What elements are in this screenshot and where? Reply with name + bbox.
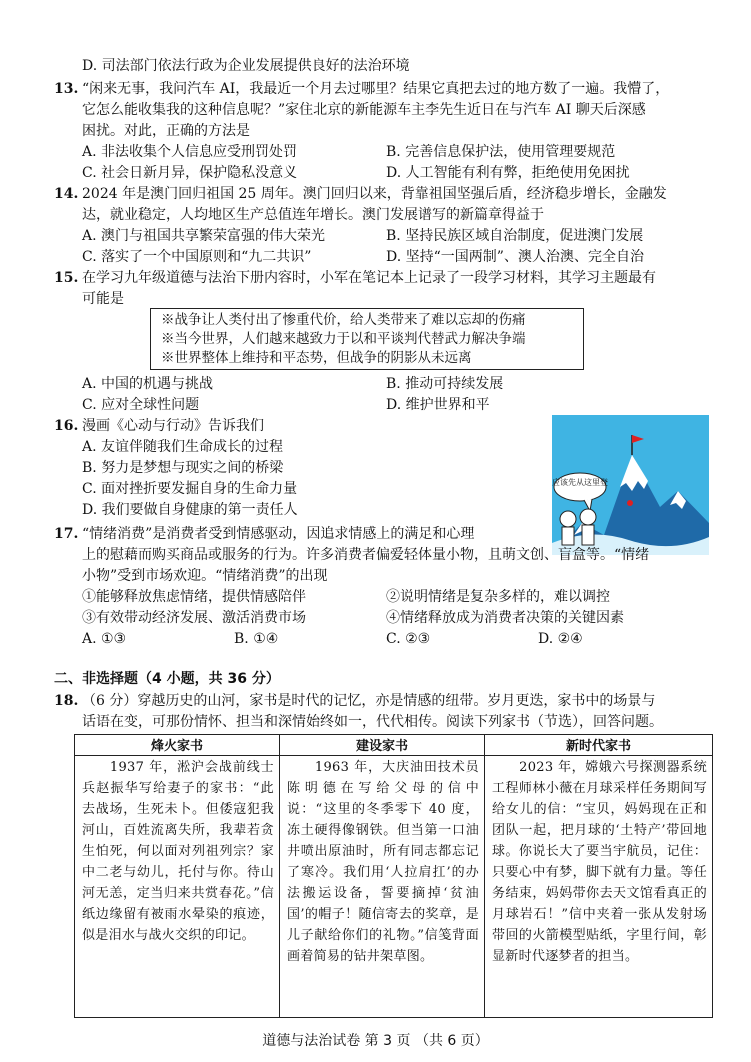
q18-stem-line-1: （6 分）穿越历史的山河，家书是时代的记忆，亦是情感的纽带。岁月更迭，家书中的场景与 xyxy=(82,693,656,709)
letter-body-construction: 1963 年，大庆油田技术员陈明德在写给父母的信中说：“这里的冬季零下 40 度，冻土硬得像钢铁。但当第一口油井喷出原油时，所有同志都忘记了寒冷。我们用‘人拉肩扛’的办法搬运设备，誓要摘掉‘贫油国’的帽子！随信寄去的奖章，是儿子献给你们的礼物。”信笺背面画着简易的钻井架草图。 xyxy=(280,756,485,1018)
q17-stem-line-3: 小物”受到市场欢迎。“情绪消费”的出现 xyxy=(82,568,328,584)
q13-stem-line-1: “闲来无事，我问汽车 AI，我最近一个月去过哪里？结果它真把去过的地方数了一遍。我懵了， xyxy=(82,81,670,97)
q14-stem-line-2: 达，就业稳定，人均地区生产总值连年增长。澳门发展谱写的新篇章得益于 xyxy=(82,207,544,223)
comic-bubble-text: 应该先从这里登 xyxy=(552,478,608,487)
q16-option-d: D. 我们要做自身健康的第一责任人 xyxy=(82,502,298,518)
q13-number: 13. xyxy=(54,81,79,97)
q16-stem: 漫画《心动与行动》告诉我们 xyxy=(82,418,264,434)
q17-item-1: ①能够释放焦虑情绪，提供情感陪伴 xyxy=(82,589,306,605)
mountain-comic-icon xyxy=(552,415,709,555)
q13-stem-line-2: 它怎么能收集我的这种信息呢？”家住北京的新能源车主李先生近日在与汽车 AI 聊天后深感 xyxy=(82,102,646,118)
q17-item-3: ③有效带动经济发展、激活消费市场 xyxy=(82,610,306,626)
q17-option-d: D. ②④ xyxy=(538,631,583,647)
q17-item-4: ④情绪释放成为消费者决策的关键因素 xyxy=(386,610,624,626)
page-footer: 道德与法治试卷 第 3 页 （共 6 页） xyxy=(262,1033,489,1049)
q13-option-c: C. 社会日新月异，保护隐私没意义 xyxy=(82,165,298,181)
q18-number: 18. xyxy=(54,693,79,709)
q16-number: 16. xyxy=(54,418,79,434)
q14-option-c: C. 落实了一个中国原则和“九二共识” xyxy=(82,249,312,265)
q17-option-c: C. ②③ xyxy=(386,631,431,647)
q15-stem-line-2: 可能是 xyxy=(82,291,124,307)
q15-option-b: B. 推动可持续发展 xyxy=(386,376,504,392)
q14-option-b: B. 坚持民族区域自治制度，促进澳门发展 xyxy=(386,228,644,244)
q15-material-line-1: ※战争让人类付出了惨重代价，给人类带来了难以忘却的伤痛 xyxy=(161,312,526,328)
q15-material-line-2: ※当今世界，人们越来越致力于以和平谈判代替武力解决争端 xyxy=(161,331,526,347)
q17-option-b: B. ①④ xyxy=(234,631,279,647)
q14-option-d: D. 坚持“一国两制”、澳人治澳、完全自治 xyxy=(386,249,644,265)
q18-stem-line-2: 话语在变，可那份情怀、担当和深情始终如一，代代相传。阅读下列家书（节选），回答问题。 xyxy=(82,714,663,730)
q14-number: 14. xyxy=(54,186,79,202)
letter-body-war: 1937 年，淞沪会战前线士兵赵振华写给妻子的家书：“此去战场，生死未卜。但倭寇犯我河山，百姓流离失所，我辈若贪生怕死，何以面对列祖列宗？家中二老与幼儿，托付与你。待山河无恙，定当归来共赏春花。”信纸边缘留有被雨水晕染的痕迹，似是泪水与战火交织的印记。 xyxy=(75,756,280,1018)
family-letters-table xyxy=(74,734,713,1018)
q13-stem-line-3: 困扰。对此，正确的方法是 xyxy=(82,123,250,139)
q15-material-box xyxy=(150,308,584,370)
q15-option-a: A. 中国的机遇与挑战 xyxy=(82,376,214,392)
q14-option-a: A. 澳门与祖国共享繁荣富强的伟大荣光 xyxy=(82,228,326,244)
comic-heart-and-action xyxy=(552,415,709,555)
q17-item-2: ②说明情绪是复杂多样的，难以调控 xyxy=(386,589,610,605)
q17-number: 17. xyxy=(54,526,79,542)
letter-title-war: 烽火家书 xyxy=(75,735,280,756)
q16-option-b: B. 努力是梦想与现实之间的桥梁 xyxy=(82,460,284,476)
q12-option-d: D. 司法部门依法行政为企业发展提供良好的法治环境 xyxy=(82,58,410,74)
q17-option-a: A. ①③ xyxy=(82,631,127,647)
q15-stem-line-1: 在学习九年级道德与法治下册内容时，小军在笔记本上记录了一段学习材料，其学习主题最有 xyxy=(82,270,656,286)
letter-body-new-era: 2023 年，嫦娥六号探测器系统工程师林小薇在月球采样任务期间写给女儿的信：“宝贝，妈妈现在正和团队一起，把月球的‘土特产’带回地球。你说长大了要当宇航员，记住：只要心中有梦，脚下就有力量。等任务结束，妈妈带你去天文馆看真正的月球岩石！”信中夹着一张从发射场带回的火箭模型贴纸，字里行间，彰显新时代逐梦者的担当。 xyxy=(485,756,713,1018)
q15-number: 15. xyxy=(54,270,79,286)
section-2-heading: 二、非选择题（4 小题，共 36 分） xyxy=(54,671,280,687)
q17-stem-line-1: “情绪消费”是消费者受到情感驱动，因追求情感上的满足和心理 xyxy=(82,526,475,542)
q15-material-line-3: ※世界整体上维持和平态势，但战争的阴影从未远离 xyxy=(161,350,472,366)
q13-option-a: A. 非法收集个人信息应受刑罚处罚 xyxy=(82,144,298,160)
q15-option-c: C. 应对全球性问题 xyxy=(82,397,200,413)
q16-option-c: C. 面对挫折要发掘自身的生命力量 xyxy=(82,481,298,497)
q14-stem-line-1: 2024 年是澳门回归祖国 25 周年。澳门回归以来，背靠祖国坚强后盾，经济稳步增长，金融发 xyxy=(82,186,667,202)
q13-option-d: D. 人工智能有利有弊，拒绝使用免困扰 xyxy=(386,165,630,181)
q17-stem-line-2: 上的慰藉而购买商品或服务的行为。许多消费者偏爱轻体量小物，且萌文创、盲盒等。“情绪 xyxy=(82,547,650,563)
letter-title-new-era: 新时代家书 xyxy=(485,735,713,756)
letter-title-construction: 建设家书 xyxy=(280,735,485,756)
q16-option-a: A. 友谊伴随我们生命成长的过程 xyxy=(82,439,284,455)
q15-option-d: D. 维护世界和平 xyxy=(386,397,490,413)
q13-option-b: B. 完善信息保护法，使用管理要规范 xyxy=(386,144,616,160)
